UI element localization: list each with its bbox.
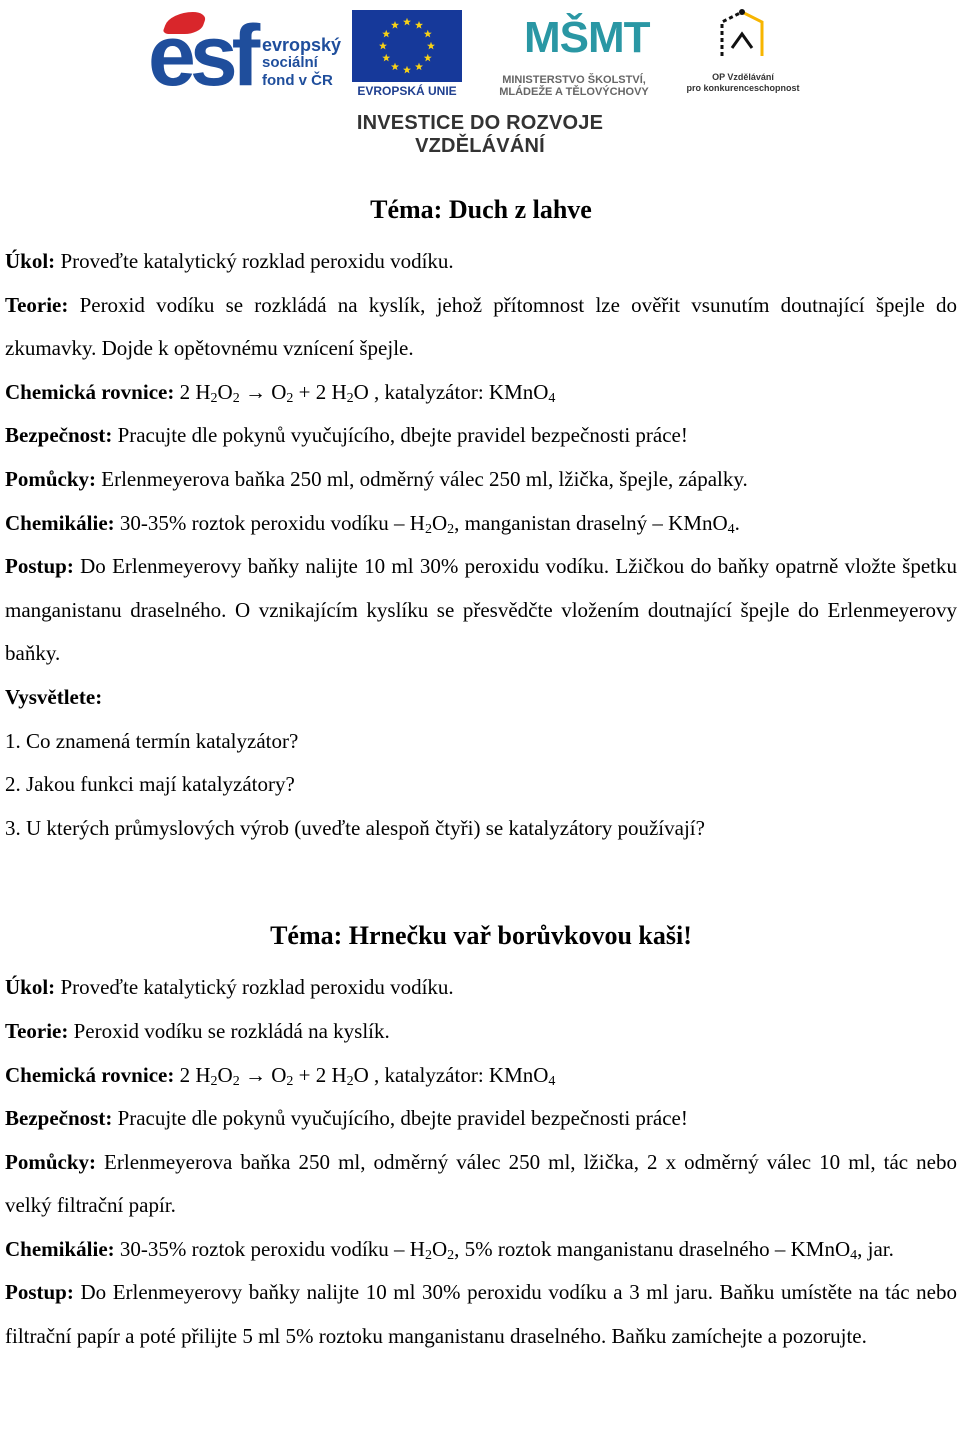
equation-paragraph <box>5 1054 957 1098</box>
eu-star-icon <box>415 63 423 71</box>
safety-text: Pracujte dle pokynů vyučujícího, dbejte pravidel bezpečnosti práce! <box>112 1106 688 1131</box>
task-text: Proveďte katalytický rozklad peroxidu vodíku. <box>55 249 454 273</box>
eu-star-icon <box>415 21 423 29</box>
eu-star-icon <box>382 30 390 38</box>
esf-mark: esf <box>148 8 255 104</box>
eu-star-icon <box>424 54 432 62</box>
equipment-text: Erlenmeyerova baňka 250 ml, odměrný válec 250 ml, lžička, špejle, zápalky. <box>96 466 748 491</box>
task-label: Úkol: <box>5 249 56 273</box>
msmt-mark: MŠMT <box>524 13 650 62</box>
esf-text-line: sociální <box>262 54 318 71</box>
chemicals-part: 30-35% roztok peroxidu vodíku – H <box>114 510 425 535</box>
safety-paragraph <box>5 1097 957 1141</box>
explain-heading <box>5 676 957 720</box>
esf-text-line: evropský <box>262 35 342 55</box>
procedure-text: Do Erlenmeyerovy baňky nalijte 10 ml 30% peroxidu vodíku. Lžičkou do baňky opatrně vložte špetku manganistanu draselného. O vznikajícím kyslíku se přesvědčte vložením doutnající špejle do Erlenmeyerovy baňky. <box>5 554 957 666</box>
theory-paragraph <box>5 284 957 371</box>
op-vk-text-line: OP Vzdělávání <box>712 72 774 82</box>
equation-subscript: 4 <box>548 1073 556 1089</box>
equation-part: O , katalyzátor: KMnO <box>353 1062 549 1087</box>
eu-logo <box>346 10 468 102</box>
safety-paragraph <box>5 414 957 458</box>
equation-subscript: 2 <box>286 390 294 406</box>
task-text: Proveďte katalytický rozklad peroxidu vodíku. <box>55 975 454 1000</box>
equation-label: Chemická rovnice: <box>5 1062 175 1087</box>
op-vk-emblem-icon <box>712 4 772 64</box>
procedure-paragraph <box>5 545 957 676</box>
equipment-label: Pomůcky: <box>5 1149 96 1174</box>
worksheet <box>5 186 957 1359</box>
procedure-label: Postup: <box>5 554 74 579</box>
equipment-paragraph <box>5 458 957 502</box>
chemicals-part: , manganistan draselný – KMnO <box>454 510 728 535</box>
op-vk-logo <box>678 4 808 104</box>
msmt-text-line: MLÁDEŽE A TĚLOVÝCHOVY <box>499 86 649 98</box>
esf-text <box>262 36 341 90</box>
eu-star-icon <box>382 54 390 62</box>
safety-label: Bezpečnost: <box>5 423 113 448</box>
eu-star-icon <box>427 42 435 50</box>
question-item: 2. Jakou funkci mají katalyzátory? <box>5 772 295 797</box>
equation-part: + 2 H <box>293 379 347 404</box>
chemicals-part: . <box>734 510 740 535</box>
equation-subscript: 2 <box>210 1073 218 1089</box>
question-item: 3. U kterých průmyslových výrob (uveďte alespoň čtyři) se katalyzátory používají? <box>5 815 705 840</box>
task-paragraph <box>5 966 957 1010</box>
eu-stars-icon <box>352 10 462 82</box>
esf-logo <box>148 8 340 104</box>
eu-star-icon <box>391 21 399 29</box>
equation-paragraph <box>5 371 957 415</box>
question-item: 1. Co znamená termín katalyzátor? <box>5 728 299 753</box>
op-vk-text <box>678 72 808 94</box>
equation-part: + 2 H <box>293 1062 347 1087</box>
section-title: Téma: Hrnečku vař borůvkovou kaši! <box>270 921 692 951</box>
chemicals-paragraph <box>5 502 957 546</box>
chemicals-subscript: 2 <box>424 1247 432 1263</box>
procedure-label: Postup: <box>5 1280 74 1305</box>
esf-text-line: fond v ČR <box>262 72 333 89</box>
eu-star-icon <box>403 18 411 26</box>
equation-part: 2 H <box>174 379 211 404</box>
chemicals-part: , jar. <box>857 1236 894 1261</box>
chemicals-subscript: 2 <box>424 521 432 537</box>
chemicals-part: , 5% roztok manganistanu draselného – KMnO <box>454 1236 851 1261</box>
eu-star-icon <box>424 30 432 38</box>
msmt-logo <box>474 10 674 102</box>
equation-subscript: 2 <box>232 1073 240 1089</box>
procedure-text: Do Erlenmeyerovy baňky nalijte 10 ml 30% peroxidu vodíku a 3 ml jaru. Baňku umístěte na tác nebo filtrační papír a poté přilijte 5 ml 5% roztoku manganistanu draselného. Baňku zamíchejte a pozorujte. <box>5 1280 957 1349</box>
equation-part: → O <box>239 1062 287 1087</box>
equation-subscript: 2 <box>210 390 218 406</box>
chemicals-part: O <box>431 1236 448 1261</box>
chemicals-label: Chemikálie: <box>5 1236 115 1261</box>
equation-part: O , katalyzátor: KMnO <box>353 379 549 404</box>
procedure-paragraph <box>5 1271 957 1358</box>
eu-star-icon <box>391 63 399 71</box>
equation-part: → O <box>239 379 287 404</box>
equation-subscript: 4 <box>548 390 556 406</box>
equation-subscript: 2 <box>232 390 240 406</box>
task-label: Úkol: <box>5 975 56 1000</box>
equipment-label: Pomůcky: <box>5 466 96 491</box>
theory-label: Teorie: <box>5 292 69 317</box>
section-title: Téma: Duch z lahve <box>370 195 592 224</box>
chemicals-paragraph <box>5 1228 957 1272</box>
task-paragraph <box>5 240 957 284</box>
safety-label: Bezpečnost: <box>5 1106 113 1131</box>
theory-label: Teorie: <box>5 1018 69 1043</box>
equation-part: O <box>217 1062 233 1087</box>
explain-label: Vysvětlete: <box>5 684 103 709</box>
equation-part: 2 H <box>174 1062 211 1087</box>
eu-star-icon <box>379 42 387 50</box>
chemicals-part: O <box>431 510 448 535</box>
chemicals-subscript: 2 <box>447 1247 455 1263</box>
op-vk-text-line: pro konkurenceschopnost <box>686 83 800 93</box>
theory-text: Peroxid vodíku se rozkládá na kyslík, jehož přítomnost lze ověřit vsunutím doutnající špejle do zkumavky. Dojde k opětovnému vznícení špejle. <box>5 292 957 361</box>
eu-star-icon <box>403 66 411 74</box>
theory-text: Peroxid vodíku se rozkládá na kyslík. <box>68 1018 390 1043</box>
equation-subscript: 2 <box>346 390 354 406</box>
chemicals-subscript: 4 <box>727 521 735 537</box>
chemicals-subscript: 2 <box>447 521 455 537</box>
safety-text: Pracujte dle pokynů vyučujícího, dbejte pravidel bezpečnosti práce! <box>112 423 688 448</box>
equation-subscript: 2 <box>286 1073 294 1089</box>
equation-label: Chemická rovnice: <box>5 379 175 404</box>
msmt-text-line: MINISTERSTVO ŠKOLSTVÍ, <box>502 74 646 86</box>
equipment-text: Erlenmeyerova baňka 250 ml, odměrný válec 250 ml, lžička, 2 x odměrný válec 10 ml, tác nebo velký filtrační papír. <box>5 1149 957 1218</box>
msmt-text <box>474 74 674 98</box>
equipment-paragraph <box>5 1141 957 1228</box>
chemicals-part: 30-35% roztok peroxidu vodíku – H <box>114 1236 425 1261</box>
eu-flag <box>352 10 462 82</box>
chemicals-label: Chemikálie: <box>5 510 115 535</box>
chemicals-subscript: 4 <box>850 1247 858 1263</box>
eu-label: EVROPSKÁ UNIE <box>357 84 457 98</box>
equation-subscript: 2 <box>346 1073 354 1089</box>
investice-slogan: INVESTICE DO ROZVOJE VZDĚLÁVÁNÍ <box>356 112 604 157</box>
equation-part: O <box>217 379 233 404</box>
logo-banner <box>0 0 960 157</box>
theory-paragraph <box>5 1010 957 1054</box>
